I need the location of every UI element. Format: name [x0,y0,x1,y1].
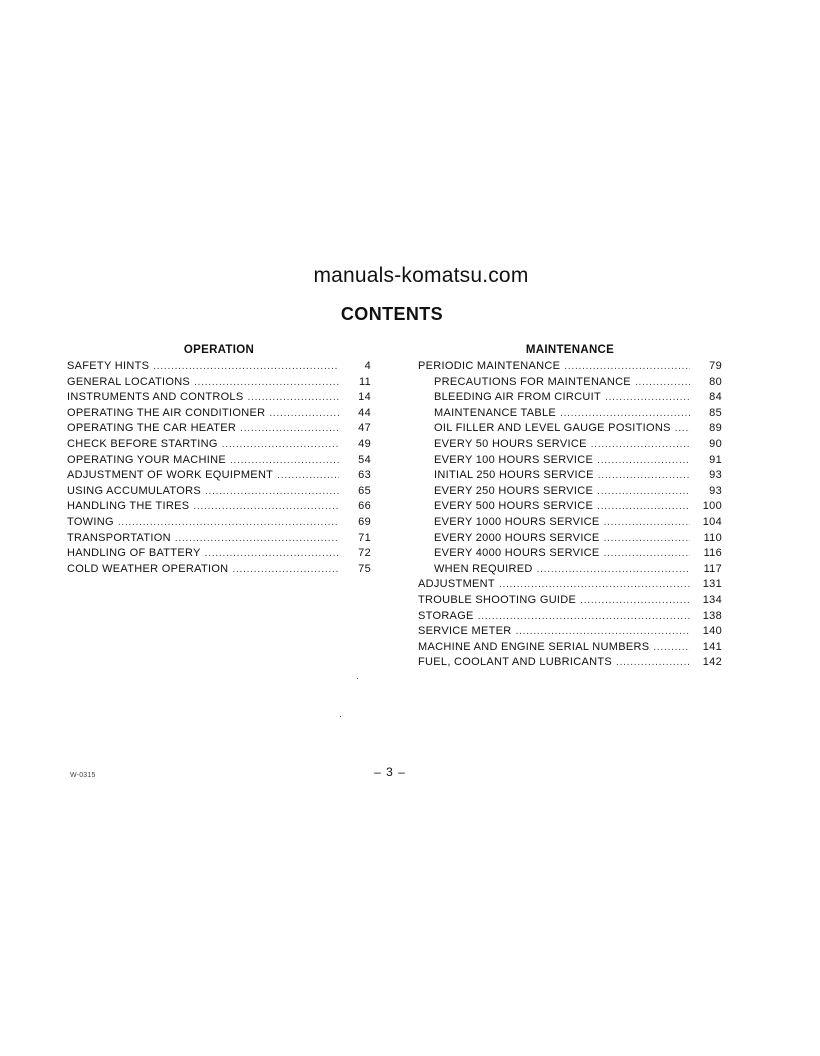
toc-entry-page-number: 134 [702,593,722,606]
dot-leader [597,484,690,500]
toc-entry[interactable] [67,437,371,453]
toc-entry-label: OIL FILLER AND LEVEL GAUGE POSITIONS [434,422,671,435]
toc-entry-label: MAINTENANCE TABLE [434,406,557,419]
toc-entry-label: TROUBLE SHOOTING GUIDE [418,593,577,606]
maintenance-toc-list [418,359,722,671]
toc-entry-label: EVERY 250 HOURS SERVICE [434,484,594,497]
toc-entry-page-number: 54 [358,453,371,466]
dot-leader [604,546,690,562]
toc-entry[interactable] [67,468,371,484]
maintenance-column [418,343,722,671]
dot-leader [598,468,690,484]
scan-speck [357,678,358,679]
dot-leader [591,437,690,453]
toc-entry-label: EVERY 50 HOURS SERVICE [434,437,587,450]
toc-entry-label: MACHINE AND ENGINE SERIAL NUMBERS [418,640,650,653]
dot-leader [269,406,339,422]
toc-entry-label: ADJUSTMENT OF WORK EQUIPMENT [67,469,274,482]
dot-leader [560,406,690,422]
dot-leader [230,453,339,469]
dot-leader [499,577,690,593]
toc-entry[interactable] [418,577,722,593]
toc-entry-label: INITIAL 250 HOURS SERVICE [434,469,594,482]
toc-entry-page-number: 71 [358,531,371,544]
dot-leader [537,562,690,578]
toc-entry-page-number: 141 [702,640,722,653]
dot-leader [478,609,690,625]
toc-entry-label: EVERY 500 HOURS SERVICE [434,500,594,513]
dot-leader [604,515,690,531]
dot-leader [580,593,690,609]
toc-entry[interactable] [418,546,722,562]
dot-leader [605,390,690,406]
toc-entry-page-number: 117 [703,562,722,575]
operation-column [67,343,371,577]
dot-leader [277,468,339,484]
operation-toc-list [67,359,371,577]
toc-entry-label: PRECAUTIONS FOR MAINTENANCE [434,375,631,388]
toc-entry-page-number: 110 [703,531,722,544]
toc-entry-page-number: 65 [358,484,371,497]
toc-entry[interactable] [67,546,371,562]
toc-entry-page-number: 75 [358,562,371,575]
scan-speck [340,716,341,717]
toc-entry-label: OPERATING YOUR MACHINE [67,453,226,466]
toc-entry[interactable] [418,390,722,406]
toc-entry[interactable] [67,484,371,500]
toc-entry[interactable] [67,421,371,437]
toc-entry-label: TOWING [67,515,114,528]
toc-entry-page-number: 11 [358,375,371,388]
dot-leader [564,359,690,375]
toc-entry-label: TRANSPORTATION [67,531,171,544]
toc-entry[interactable] [67,499,371,515]
toc-entry[interactable] [67,390,371,406]
toc-entry-page-number: 44 [358,406,371,419]
toc-entry[interactable] [418,562,722,578]
page-number: – 3 – [374,765,406,779]
toc-entry[interactable] [67,562,371,578]
toc-entry-page-number: 116 [703,547,722,560]
toc-entry-page-number: 91 [709,453,722,466]
toc-entry-page-number: 142 [702,656,722,669]
dot-leader [205,546,339,562]
toc-entry-page-number: 80 [709,375,722,388]
toc-entry[interactable] [67,515,371,531]
toc-entry[interactable] [67,453,371,469]
toc-entry-label: FUEL, COOLANT AND LUBRICANTS [418,656,613,669]
toc-entry-page-number: 100 [702,500,722,513]
maintenance-heading: MAINTENANCE [525,344,615,356]
toc-entry-page-number: 66 [358,500,371,513]
toc-entry-page-number: 93 [709,469,722,482]
toc-entry[interactable] [418,655,722,671]
toc-entry[interactable] [418,484,722,500]
toc-entry[interactable] [67,375,371,391]
toc-entry-label: HANDLING OF BATTERY [67,547,201,560]
dot-leader [597,453,690,469]
dot-leader [232,562,339,578]
dot-leader [616,655,690,671]
toc-entry[interactable] [418,468,722,484]
toc-entry-page-number: 49 [358,437,371,450]
toc-entry-page-number: 63 [358,469,371,482]
dot-leader [597,499,690,515]
toc-entry[interactable] [418,406,722,422]
toc-entry-label: EVERY 1000 HOURS SERVICE [434,515,600,528]
toc-entry-page-number: 140 [702,625,722,638]
toc-entry[interactable] [418,375,722,391]
toc-entry[interactable] [418,515,722,531]
toc-entry-label: INSTRUMENTS AND CONTROLS [67,391,244,404]
toc-entry-label: COLD WEATHER OPERATION [67,562,229,575]
toc-entry[interactable] [67,531,371,547]
toc-entry-page-number: 104 [702,515,722,528]
dot-leader [240,421,339,437]
toc-entry-label: OPERATING THE AIR CONDITIONER [67,406,266,419]
dot-leader [175,531,339,547]
dot-leader [153,359,339,375]
toc-entry-label: PERIODIC MAINTENANCE [418,360,561,372]
toc-entry-page-number: 89 [709,422,722,435]
dot-leader [635,375,690,391]
toc-entry-label: STORAGE [418,609,474,622]
toc-entry-label: EVERY 2000 HOURS SERVICE [434,531,600,544]
toc-entry-label: EVERY 4000 HOURS SERVICE [434,547,600,560]
dot-leader [118,515,339,531]
toc-entry-label: EVERY 100 HOURS SERVICE [434,453,594,466]
toc-entry-page-number: 47 [358,422,371,435]
toc-entry[interactable] [418,531,722,547]
dot-leader [222,437,339,453]
toc-entry-page-number: 14 [358,391,371,404]
toc-entry[interactable] [67,359,371,375]
document-code: W-0315 [70,772,96,779]
toc-entry[interactable] [418,437,722,453]
toc-entry-label: GENERAL LOCATIONS [67,375,191,388]
dot-leader [604,531,690,547]
toc-entry-page-number: 90 [709,437,722,450]
toc-entry-page-number: 85 [709,406,722,419]
toc-entry-page-number: 79 [709,360,722,372]
toc-entry-label: OPERATING THE CAR HEATER [67,422,237,435]
toc-entry[interactable] [67,406,371,422]
operation-heading: OPERATION [183,344,255,356]
toc-entry-page-number: 84 [709,391,722,404]
toc-entry-page-number: 4 [364,360,371,372]
toc-entry[interactable] [418,453,722,469]
toc-entry-page-number: 131 [702,578,722,591]
toc-entry-label: SAFETY HINTS [67,360,150,372]
toc-entry-page-number: 72 [358,547,371,560]
dot-leader [653,640,690,656]
page-title: CONTENTS [340,304,444,324]
toc-entry-label: ADJUSTMENT [418,578,495,591]
toc-entry[interactable] [418,593,722,609]
toc-entry-page-number: 69 [358,515,371,528]
site-watermark-text: manuals-komatsu.com [313,264,529,287]
toc-entry-page-number: 138 [702,609,722,622]
toc-entry-page-number: 93 [709,484,722,497]
toc-entry[interactable] [418,624,722,640]
dot-leader [248,390,340,406]
toc-entry[interactable] [418,640,722,656]
dot-leader [193,499,339,515]
dot-leader [194,375,339,391]
toc-entry-label: CHECK BEFORE STARTING [67,437,218,450]
toc-entry-label: WHEN REQUIRED [434,562,533,575]
toc-entry[interactable] [418,499,722,515]
toc-entry-label: HANDLING THE TIRES [67,500,190,513]
toc-entry-label: BLEEDING AIR FROM CIRCUIT [434,391,602,404]
toc-entry-label: SERVICE METER [418,625,512,638]
toc-entry[interactable] [418,359,722,375]
toc-entry[interactable] [418,421,722,437]
dot-leader [516,624,690,640]
toc-entry-label: USING ACCUMULATORS [67,484,201,497]
dot-leader [675,421,690,437]
toc-entry[interactable] [418,609,722,625]
dot-leader [205,484,339,500]
